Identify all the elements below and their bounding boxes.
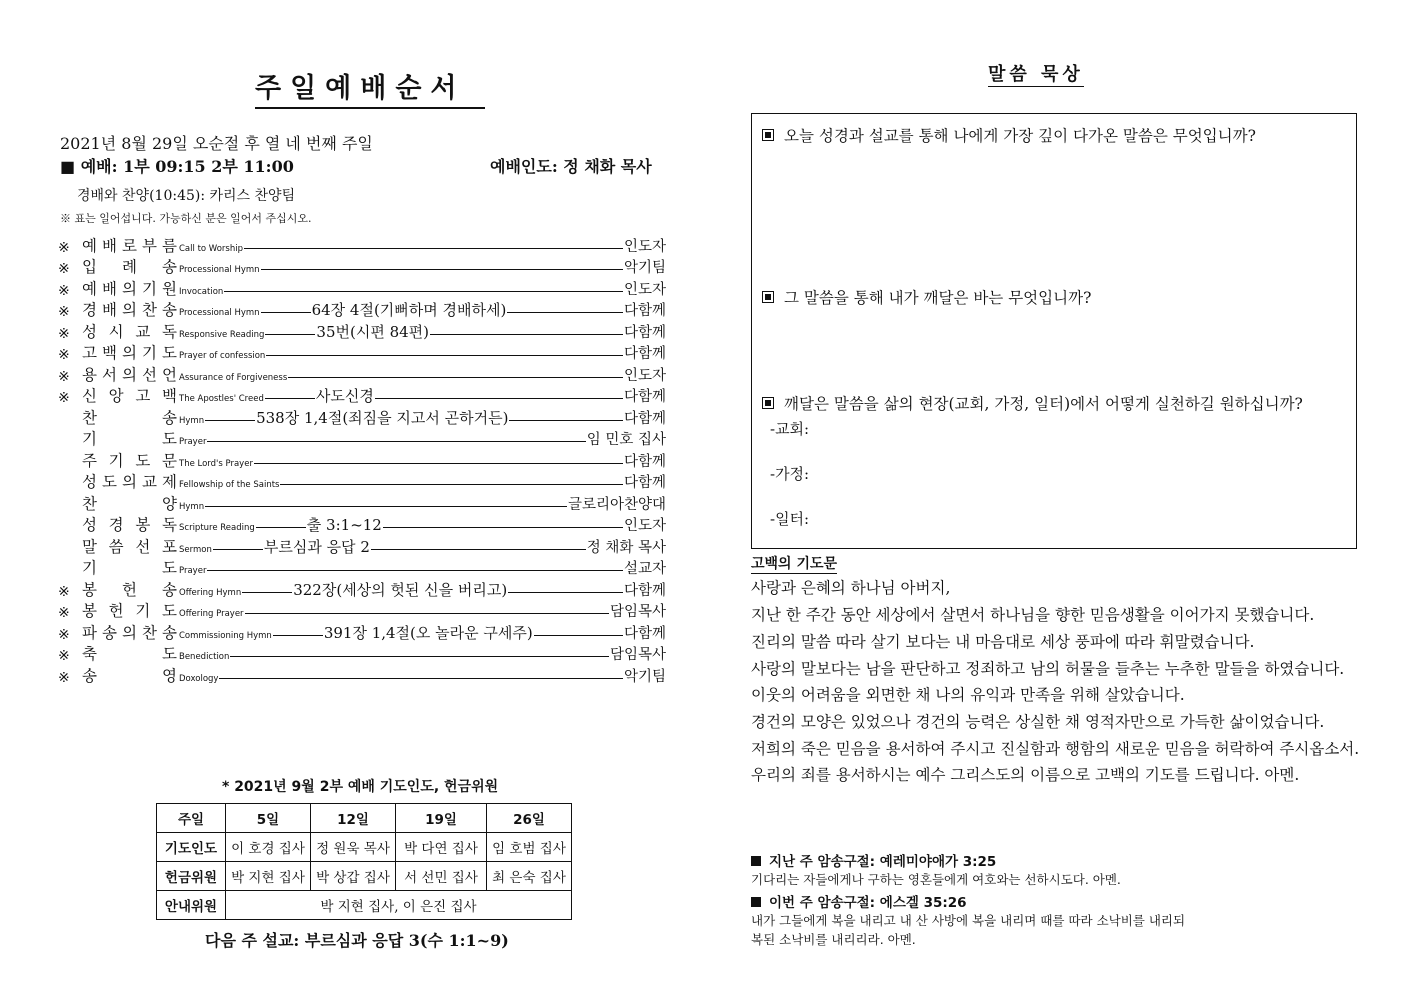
memory-verse-last-title xyxy=(751,850,996,870)
confession-line: 이웃의 어려움을 외면한 채 나의 유익과 만족을 위해 살았습니다. xyxy=(751,686,1185,704)
question-text: 깨달은 말씀을 삶의 현장(교회, 가정, 일터)에서 어떻게 실천하길 원하십니까? xyxy=(784,395,1303,413)
confession-line: 저희의 죽은 믿음을 용서하여 주시고 진실함과 행함의 새로운 믿음을 허락하여 주시옵소서. xyxy=(751,740,1360,758)
item-name xyxy=(82,578,177,600)
schedule-title: * 2021년 9월 2부 예배 기도인도, 헌금위원 xyxy=(222,779,499,795)
leader-line xyxy=(507,312,623,313)
worship-item xyxy=(58,277,666,299)
schedule-cell: 박 지현 집사, 이 은진 집사 xyxy=(226,891,572,920)
item-name xyxy=(82,621,177,643)
square-bullet-icon xyxy=(751,897,761,907)
memory-verse-this-title xyxy=(751,891,967,911)
item-english-name: Processional Hymn xyxy=(179,265,260,275)
confession-line: 우리의 죄를 용서하시는 예수 그리스도의 이름으로 고백의 기도를 드립니다. 아멘. xyxy=(751,766,1300,784)
schedule-header: 26일 xyxy=(487,804,572,833)
item-name-char: 송 xyxy=(162,623,177,642)
service-leader: 예배인도: 정 채화 목사 xyxy=(490,157,652,176)
item-name-char: 용 xyxy=(82,365,97,384)
item-name-char: 원 xyxy=(162,279,177,298)
item-name-char: 기 xyxy=(108,451,124,470)
schedule-row-label: 헌금위원 xyxy=(157,862,226,891)
worship-item xyxy=(58,535,666,557)
item-english-name: Invocation xyxy=(179,286,224,297)
leader-line xyxy=(534,635,623,636)
item-english-name: Hymn xyxy=(179,415,205,426)
page-title: 주일예배순서 xyxy=(255,66,485,109)
leader-line xyxy=(430,334,623,335)
item-name-char: 배 xyxy=(102,279,117,298)
item-name-char: 신 xyxy=(82,387,97,405)
item-name-char: 선 xyxy=(135,537,151,556)
standing-mark: ※ xyxy=(58,390,70,406)
schedule-cell: 서 선민 집사 xyxy=(396,862,487,891)
item-name xyxy=(82,664,177,686)
standing-mark: ※ xyxy=(58,304,70,320)
item-name xyxy=(82,363,177,385)
schedule-header: 5일 xyxy=(226,804,311,833)
item-name-char: 기 xyxy=(142,344,157,362)
item-name-char: 고 xyxy=(135,387,151,405)
item-name-char: 송 xyxy=(162,258,177,276)
item-name-char: 앙 xyxy=(108,387,124,405)
worship-item xyxy=(58,385,666,407)
schedule-row-prayer xyxy=(157,833,572,862)
item-name xyxy=(82,406,177,428)
standing-mark: ※ xyxy=(58,605,70,621)
worship-item xyxy=(58,406,666,428)
praise-team-note: 경배와 찬양(10:45): 카리스 찬양팀 xyxy=(77,188,296,204)
leader-line xyxy=(509,420,623,421)
item-name-char: 찬 xyxy=(82,494,97,513)
item-name-char: 입 xyxy=(82,258,97,276)
item-english-name: Commissioning Hymn xyxy=(179,630,272,641)
item-person: 악기팀 xyxy=(623,260,666,276)
item-name-char: 의 xyxy=(122,473,137,491)
item-name xyxy=(82,341,177,363)
standing-mark: ※ xyxy=(58,368,70,385)
item-name xyxy=(82,535,177,557)
answer-church: -교회: xyxy=(770,420,810,438)
schedule-cell: 정 원욱 목사 xyxy=(311,833,396,862)
item-name-char: 성 xyxy=(82,516,97,534)
answer-home: -가정: xyxy=(770,465,810,483)
worship-item xyxy=(58,299,666,321)
leader-line xyxy=(508,592,623,593)
item-person: 다함께 xyxy=(623,346,666,362)
item-person: 악기팀 xyxy=(623,668,666,685)
item-person: 다함께 xyxy=(623,410,666,427)
worship-item xyxy=(58,600,666,622)
worship-item xyxy=(58,428,666,450)
item-english-name: Doxology xyxy=(179,673,219,684)
item-person: 다함께 xyxy=(623,389,666,405)
item-name-char: 서 xyxy=(102,365,117,384)
item-name xyxy=(82,470,177,492)
worship-item xyxy=(58,514,666,536)
confession-line: 사랑과 은혜의 하나님 아버지, xyxy=(751,579,951,597)
worship-item xyxy=(58,664,666,686)
item-name-char: 말 xyxy=(82,537,97,556)
leader-line xyxy=(205,506,567,507)
leader-line xyxy=(242,592,292,593)
confession-title: 고백의 기도문 xyxy=(751,553,837,574)
confession-line: 지난 한 주간 동안 세상에서 살면서 하나님을 향한 믿음생활을 이어가지 못했습니다. xyxy=(751,606,1315,624)
schedule-cell: 박 상갑 집사 xyxy=(311,862,396,891)
confession-line: 사랑의 말보다는 남을 판단하고 정죄하고 남의 허물을 들추는 누추한 말들을 하였습니다. xyxy=(751,660,1345,678)
item-name-char: 문 xyxy=(162,451,177,470)
leader-line xyxy=(205,420,255,421)
item-english-name: Sermon xyxy=(179,544,212,555)
item-person: 다함께 xyxy=(623,453,666,470)
item-name-char: 독 xyxy=(162,516,177,534)
item-english-name: Benediction xyxy=(179,652,230,662)
item-person: 다함께 xyxy=(623,324,666,341)
item-english-name: Offering Prayer xyxy=(179,609,244,619)
standing-mark: ※ xyxy=(58,261,70,277)
item-detail: 538장 1,4절(죄짐을 지고서 곤하거든) xyxy=(256,408,509,427)
item-name-char: 기 xyxy=(142,279,157,298)
schedule-row-label: 기도인도 xyxy=(157,833,226,862)
item-name-char: 백 xyxy=(102,344,117,362)
item-person: 다함께 xyxy=(623,475,666,491)
leader-line xyxy=(244,248,623,249)
leader-line xyxy=(280,484,623,485)
item-name-char: 언 xyxy=(162,365,177,384)
meditation-title: 말씀 묵상 xyxy=(988,60,1084,87)
item-name-char: 의 xyxy=(122,365,137,384)
item-person: 인도자 xyxy=(623,518,666,534)
schedule-cell: 박 지현 집사 xyxy=(226,862,311,891)
item-english-name: Prayer xyxy=(179,437,207,447)
leader-line xyxy=(224,291,623,292)
item-name-char: 양 xyxy=(162,494,177,513)
item-name xyxy=(82,449,177,471)
square-bullet-icon xyxy=(762,129,774,141)
item-person: 정 채화 목사 xyxy=(586,539,666,556)
schedule-header: 19일 xyxy=(396,804,487,833)
item-name xyxy=(82,298,177,320)
schedule-row-guide xyxy=(157,891,572,920)
schedule-cell: 박 다연 집사 xyxy=(396,833,487,862)
item-name-char: 고 xyxy=(82,344,97,362)
order-of-worship xyxy=(58,234,666,686)
leader-line xyxy=(375,398,623,399)
item-name xyxy=(82,642,177,664)
item-detail: 출 3:1~12 xyxy=(306,516,382,534)
memory-verse-heading: 이번 주 암송구절: 에스겔 35:26 xyxy=(769,895,967,911)
item-name xyxy=(82,320,177,342)
leader-line xyxy=(219,678,623,679)
leader-line xyxy=(256,527,306,528)
item-name-char: 기 xyxy=(82,559,97,577)
item-name-char: 시 xyxy=(108,322,124,341)
item-english-name: The Apostles' Creed xyxy=(179,394,264,404)
worship-item xyxy=(58,320,666,342)
item-name xyxy=(82,556,177,578)
item-person: 담임목사 xyxy=(609,604,666,620)
worship-item xyxy=(58,342,666,364)
question-1 xyxy=(762,124,1256,146)
item-english-name: Fellowship of the Saints xyxy=(179,480,280,490)
item-name-char: 제 xyxy=(162,473,177,491)
standing-mark: ※ xyxy=(58,648,70,664)
schedule-row-offering xyxy=(157,862,572,891)
item-person: 인도자 xyxy=(623,238,666,255)
item-english-name: Responsive Reading xyxy=(179,329,265,340)
worship-item xyxy=(58,643,666,665)
item-name-char: 도 xyxy=(162,430,177,448)
item-name-char: 기 xyxy=(135,602,151,620)
memory-verse-this-text: 내가 그들에게 복을 내리고 내 산 사방에 복을 내리며 때를 따라 소낙비를 내리되 xyxy=(751,913,1186,928)
item-name-char: 축 xyxy=(82,645,97,663)
item-name-char: 송 xyxy=(162,301,177,319)
item-detail: 사도신경 xyxy=(315,387,374,405)
item-name-char: 독 xyxy=(162,322,177,341)
item-name-char: 영 xyxy=(162,666,177,685)
item-name xyxy=(82,513,177,535)
item-person: 인도자 xyxy=(623,367,666,384)
item-name-char: 도 xyxy=(162,559,177,577)
item-name-char: 도 xyxy=(102,473,117,491)
standing-mark: ※ xyxy=(58,626,70,643)
item-name-char: 봉 xyxy=(82,580,97,599)
item-name-char: 찬 xyxy=(142,301,157,319)
item-name-char: 송 xyxy=(162,580,177,599)
schedule-header: 12일 xyxy=(311,804,396,833)
standing-mark: ※ xyxy=(58,583,70,600)
item-name-char: 교 xyxy=(135,322,151,341)
leader-line xyxy=(254,463,623,464)
leader-line xyxy=(273,635,323,636)
item-name-char: 의 xyxy=(122,279,137,298)
square-bullet-icon xyxy=(762,291,774,303)
leader-line xyxy=(230,656,609,657)
leader-line xyxy=(245,613,609,614)
worship-item xyxy=(58,557,666,579)
worship-item xyxy=(58,234,666,256)
worship-item xyxy=(58,492,666,514)
item-name-char: 도 xyxy=(162,344,177,362)
square-bullet-icon xyxy=(751,856,761,866)
schedule-header: 주일 xyxy=(157,804,226,833)
question-text: 그 말씀을 통해 내가 깨달은 바는 무엇입니까? xyxy=(784,289,1092,307)
item-name-char: 배 xyxy=(102,301,117,319)
worship-item xyxy=(58,471,666,493)
leader-line xyxy=(265,398,315,399)
item-name-char: 성 xyxy=(82,322,97,341)
item-name-char: 씀 xyxy=(108,537,124,556)
leader-line xyxy=(383,527,623,528)
item-detail: 64장 4절(기뻐하며 경배하세) xyxy=(311,301,507,319)
leader-line xyxy=(207,570,623,571)
next-sermon: 다음 주 설교: 부르심과 응답 3(수 1:1~9) xyxy=(205,931,509,950)
item-name xyxy=(82,492,177,514)
leader-line xyxy=(265,334,315,335)
leader-line xyxy=(213,549,263,550)
item-name-char: 송 xyxy=(162,408,177,427)
leader-line xyxy=(207,441,585,442)
question-2 xyxy=(762,286,1091,308)
schedule-cell: 임 호범 집사 xyxy=(487,833,572,862)
item-name-char: 배 xyxy=(102,236,117,255)
standing-note: ※ 표는 일어섭니다. 가능하신 분은 일어서 주십시오. xyxy=(60,212,312,225)
service-date: 2021년 8월 29일 오순절 후 열 네 번째 주일 xyxy=(60,134,373,153)
leader-line xyxy=(288,377,623,378)
standing-mark: ※ xyxy=(58,239,70,256)
schedule-cell: 최 은숙 집사 xyxy=(487,862,572,891)
item-person: 다함께 xyxy=(623,582,666,599)
item-name-char: 찬 xyxy=(82,408,97,427)
item-person: 설교자 xyxy=(623,561,666,577)
worship-item xyxy=(58,363,666,385)
square-bullet-icon xyxy=(762,397,774,409)
question-text: 오늘 성경과 설교를 통해 나에게 가장 깊이 다가온 말씀은 무엇입니까? xyxy=(784,127,1256,145)
item-name-char: 봉 xyxy=(135,516,151,534)
worship-item xyxy=(58,449,666,471)
item-name-char: 헌 xyxy=(122,580,137,599)
standing-mark: ※ xyxy=(58,325,70,342)
leader-line xyxy=(261,312,311,313)
item-name xyxy=(82,384,177,406)
item-name-char: 로 xyxy=(122,236,137,255)
leader-line xyxy=(261,269,623,270)
item-name-char: 파 xyxy=(82,623,97,642)
item-name-char: 의 xyxy=(122,623,137,642)
item-detail: 322장(세상의 헛된 신을 버리고) xyxy=(293,580,508,599)
item-english-name: The Lord's Prayer xyxy=(179,458,253,469)
item-name-char: 송 xyxy=(102,623,117,642)
item-detail: 391장 1,4절(오 놀라운 구세주) xyxy=(323,623,533,642)
item-name-char: 기 xyxy=(82,430,97,448)
item-name-char: 도 xyxy=(162,645,177,663)
item-english-name: Scripture Reading xyxy=(179,523,255,533)
standing-mark: ※ xyxy=(58,669,70,686)
question-3 xyxy=(762,392,1303,414)
worship-item xyxy=(58,578,666,600)
schedule-row-label: 안내위원 xyxy=(157,891,226,920)
leader-line xyxy=(371,549,586,550)
item-person: 다함께 xyxy=(623,303,666,319)
item-name-char: 예 xyxy=(82,236,97,255)
item-english-name: Prayer of confession xyxy=(179,351,266,361)
item-name xyxy=(82,427,177,449)
item-name xyxy=(82,277,177,299)
item-person: 다함께 xyxy=(623,625,666,642)
item-name-char: 포 xyxy=(162,537,177,556)
item-name-char: 경 xyxy=(82,301,97,319)
item-name xyxy=(82,255,177,277)
item-name-char: 도 xyxy=(135,451,151,470)
schedule-header-row xyxy=(157,804,572,833)
item-person: 임 민호 집사 xyxy=(586,432,666,448)
item-name-char: 헌 xyxy=(108,602,124,620)
standing-mark: ※ xyxy=(58,347,70,363)
item-name-char: 경 xyxy=(108,516,124,534)
schedule-table xyxy=(156,803,572,920)
item-name-char: 주 xyxy=(82,451,97,470)
item-name-char: 봉 xyxy=(82,602,97,620)
standing-mark: ※ xyxy=(58,282,70,299)
item-name-char: 성 xyxy=(82,473,97,491)
item-name xyxy=(82,599,177,621)
worship-item xyxy=(58,621,666,643)
item-english-name: Assurance of Forgiveness xyxy=(179,372,288,383)
memory-verse-heading: 지난 주 암송구절: 예레미야애가 3:25 xyxy=(769,854,997,870)
item-name-char: 도 xyxy=(162,602,177,620)
memory-verse-last-text: 기다리는 자들에게나 구하는 영혼들에게 여호와는 선하시도다. 아멘. xyxy=(751,872,1121,887)
item-detail: 부르심과 응답 2 xyxy=(263,537,370,556)
item-name-char: 선 xyxy=(142,365,157,384)
answer-work: -일터: xyxy=(770,510,810,528)
worship-item xyxy=(58,256,666,278)
item-name-char: 부 xyxy=(142,236,157,255)
item-name xyxy=(82,234,177,256)
service-times: ■ 예배: 1부 09:15 2부 11:00 xyxy=(60,157,294,176)
item-name-char: 송 xyxy=(82,666,97,685)
item-name-char: 의 xyxy=(122,344,137,362)
item-detail: 35번(시편 84편) xyxy=(316,322,430,341)
item-name-char: 백 xyxy=(162,387,177,405)
leader-line xyxy=(266,355,623,356)
confession-line: 진리의 말씀 따라 살기 보다는 내 마음대로 세상 풍파에 따라 휘말렸습니다. xyxy=(751,633,1255,651)
item-name-char: 예 xyxy=(82,279,97,298)
schedule-cell: 이 호경 집사 xyxy=(226,833,311,862)
item-name-char: 름 xyxy=(162,236,177,255)
item-name-char: 례 xyxy=(122,258,137,276)
item-english-name: Call to Worship xyxy=(179,243,243,254)
confession-line: 경건의 모양은 있었으나 경건의 능력은 상실한 채 영적자만으로 가득한 삶이었습니다. xyxy=(751,713,1325,731)
item-person: 글로리아찬양대 xyxy=(567,496,666,513)
item-name-char: 의 xyxy=(122,301,137,319)
item-english-name: Offering Hymn xyxy=(179,587,242,598)
item-english-name: Prayer xyxy=(179,566,207,576)
item-english-name: Processional Hymn xyxy=(179,308,260,318)
item-name-char: 찬 xyxy=(142,623,157,642)
item-name-char: 교 xyxy=(142,473,157,491)
item-person: 인도자 xyxy=(623,281,666,298)
item-person: 담임목사 xyxy=(609,647,666,663)
item-english-name: Hymn xyxy=(179,501,205,512)
memory-verse-this-text: 복된 소낙비를 내리리라. 아멘. xyxy=(751,932,916,947)
meditation-box xyxy=(751,113,1357,549)
